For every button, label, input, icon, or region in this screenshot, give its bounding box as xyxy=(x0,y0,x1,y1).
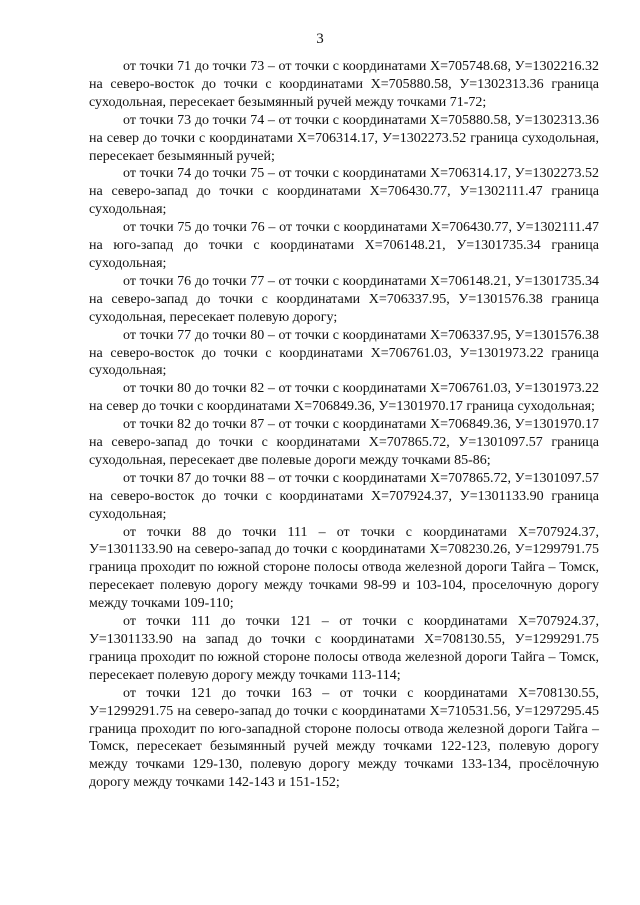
paragraph-segment-74-75: от точки 74 до точки 75 – от точки с координатами Х=706314.17, У=1302273.52 на северо-запад до точки с координатами Х=706430.77, У=1302111.47 граница суходольная; xyxy=(89,166,599,218)
paragraph-segment-76-77: от точки 76 до точки 77 – от точки с координатами Х=706148.21, У=1301735.34 на северо-запад до точки с координатами Х=706337.95, У=1301576.38 граница суходольная, пересекает полевую дорогу; xyxy=(89,273,599,325)
paragraph-segment-71-73: от точки 71 до точки 73 – от точки с координатами Х=705748.68, У=1302216.32 на северо-восток до точки с координатами Х=705880.58, У=1302313.36 граница суходольная, пересекает безымянный ручей между точками 71-72; xyxy=(89,59,599,110)
paragraph-segment-87-88: от точки 87 до точки 88 – от точки с координатами Х=707865.72, У=1301097.57 на северо-восток до точки с координатами Х=707924.37, У=1301133.90 граница суходольная; xyxy=(89,470,599,522)
paragraph-segment-82-87: от точки 82 до точки 87 – от точки с координатами Х=706849.36, У=1301970.17 на северо-запад до точки с координатами Х=707865.72, У=1301097.57 граница суходольная, пересекает две полевые дороги между точками 85-86; xyxy=(89,417,599,468)
paragraph-segment-75-76: от точки 75 до точки 76 – от точки с координатами Х=706430.77, У=1302111.47 на юго-запад до точки с координатами Х=706148.21, У=1301735.34 граница суходольная; xyxy=(89,220,599,271)
paragraph-segment-73-74: от точки 73 до точки 74 – от точки с координатами Х=705880.58, У=1302313.36 на север до точки с координатами Х=706314.17, У=1302273.52 граница суходольная, пересекает безымянный ручей; xyxy=(89,112,599,164)
paragraph-segment-80-82: от точки 80 до точки 82 – от точки с координатами Х=706761.03, У=1301973.22 на север до точки с координатами Х=706849.36, У=1301970.17 граница суходольная; xyxy=(89,381,599,415)
paragraph-segment-111-121: от точки 111 до точки 121 – от точки с координатами Х=707924.37, У=1301133.90 на запад до точки с координатами Х=708130.55, У=1299291.75 граница проходит по южной стороне полосы отвода железной дороги Тайга – Томск, пересекает полевую дорогу между точками 113-114; xyxy=(89,614,599,683)
document-body xyxy=(89,58,599,792)
paragraph-segment-77-80: от точки 77 до точки 80 – от точки с координатами Х=706337.95, У=1301576.38 на северо-восток до точки с координатами Х=706761.03, У=1301973.22 граница суходольная; xyxy=(89,327,599,379)
paragraph-segment-88-111: от точки 88 до точки 111 – от точки с координатами Х=707924.37, У=1301133.90 на северо-запад до точки с координатами Х=708230.26, У=1299791.75 граница проходит по южной стороне полосы отвода железной дороги Тайга – Томск, пересекает полевую дорогу между точками 98-99 и 103-104, проселочную дорогу между точками 109-110; xyxy=(89,524,599,612)
page-number: 3 xyxy=(316,31,324,47)
paragraph-segment-121-163: от точки 121 до точки 163 – от точки с координатами Х=708130.55, У=1299291.75 на северо-запад до точки с координатами Х=710531.56, У=1297295.45 граница проходит по юго-западной стороне полосы отвода железной дороги Тайга – Томск, пересекает безымянный ручей между точками 122-123, полевую дорогу между точками 129-130, полевую дорогу между точками 133-134, просёлочную дорогу между точками 142-143 и 151-152; xyxy=(89,685,599,791)
